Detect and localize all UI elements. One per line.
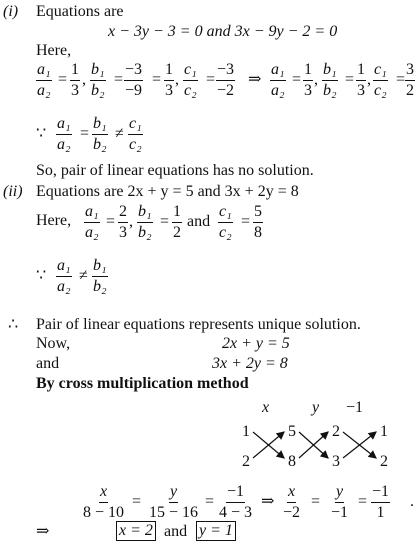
header-x: x: [262, 399, 270, 416]
fraction: $\frac{-1}{1}$: [372, 483, 390, 521]
cell: 2: [332, 423, 340, 440]
cell: 5: [288, 423, 296, 440]
method-heading: By cross multiplication method: [36, 375, 249, 392]
part2-here: Here,: [36, 212, 72, 229]
implies-symbol: ⇒: [248, 71, 262, 88]
and-label: and: [36, 355, 60, 372]
cell: 3: [332, 453, 340, 470]
fraction: $\frac{\text{c₁}}{\text{c₂}}$: [129, 115, 142, 153]
cell: 1: [242, 423, 250, 440]
implies-symbol: ⇒: [261, 493, 275, 510]
now-label: Now,: [36, 335, 71, 352]
part-marker-i: (i): [3, 3, 19, 20]
fraction: $\frac{5}{8}$: [254, 203, 262, 241]
system-eq-2: 3x + 2y = 8: [212, 355, 288, 372]
answer-and: and: [164, 523, 188, 540]
fraction: $\frac{1}{3}$: [357, 61, 365, 99]
header-const: −1: [346, 399, 364, 416]
cell: 2: [380, 453, 388, 470]
neq-symbol: ≠: [115, 125, 124, 142]
fraction: $\frac{1}{3}$: [165, 61, 173, 99]
fraction: $\frac{\text{a₁}}{\text{a₂}}$: [85, 203, 99, 241]
fraction: $\frac{-1}{4 - 3}$: [219, 483, 253, 521]
fraction: $\frac{\text{b₁}}{\text{b₂}}$: [93, 115, 107, 153]
fraction: $\frac{\text{b₁}}{\text{b₂}}$: [91, 61, 105, 99]
fraction: $\frac{\text{c₁}}{\text{c₂}}$: [184, 61, 197, 99]
fraction: $\frac{\text{b₁}}{\text{b₂}}$: [323, 61, 337, 99]
fraction: $\frac{x}{8 - 10}$: [83, 483, 125, 521]
fraction: $\frac{1}{3}$: [304, 61, 312, 99]
answer-x: x = 2: [116, 521, 156, 541]
fraction: $\frac{3}{2}$: [406, 61, 414, 99]
fraction: $\frac{y}{15 - 16}$: [149, 483, 199, 521]
header-y: y: [312, 399, 320, 416]
cell: 2: [242, 453, 250, 470]
fraction: $\frac{\text{a₁}}{\text{a₂}}$: [37, 61, 51, 99]
neq-symbol: ≠: [79, 267, 88, 284]
fraction: $\frac{\text{a₁}}{\text{a₂}}$: [271, 61, 285, 99]
part1-conclusion: So, pair of linear equations has no solution.: [36, 162, 314, 179]
part-marker-ii: (ii): [3, 183, 23, 200]
fraction: $\frac{\text{c₁}}{\text{c₂}}$: [219, 203, 232, 241]
part1-intro: Equations are: [36, 3, 124, 20]
fraction: $\frac{1}{2}$: [173, 203, 181, 241]
fraction: $\frac{\text{c₁}}{\text{c₂}}$: [374, 61, 387, 99]
fraction: $\frac{-3}{-9}$: [125, 61, 143, 99]
fraction: $\frac{x}{-2}$: [283, 483, 301, 521]
part2-conclusion: Pair of linear equations represents unique solution.: [36, 316, 361, 333]
part1-equations: x − 3y − 3 = 0 and 3x − 9y − 2 = 0: [108, 23, 338, 40]
answer-y: y = 1: [196, 521, 236, 541]
because-symbol: ∵: [36, 125, 47, 142]
fraction: $\frac{y}{-1}$: [331, 483, 349, 521]
fraction: $\frac{-3}{-2}$: [217, 61, 235, 99]
fraction: $\frac{\text{a₁}}{\text{a₂}}$: [57, 257, 71, 295]
cell: 1: [380, 423, 388, 440]
system-eq-1: 2x + y = 5: [222, 335, 290, 352]
therefore-symbol: ∴: [8, 316, 19, 333]
fraction: $\frac{\text{a₁}}{\text{a₂}}$: [57, 115, 71, 153]
fraction: $\frac{2}{3}$: [119, 203, 127, 241]
implies-symbol: ⇒: [36, 523, 50, 540]
because-symbol: ∵: [36, 267, 47, 284]
fraction: $\frac{1}{3}$: [71, 61, 79, 99]
part2-intro: Equations are 2x + y = 5 and 3x + 2y = 8: [36, 183, 299, 200]
cell: 8: [288, 453, 296, 470]
fraction: $\frac{\text{b₁}}{\text{b₂}}$: [138, 203, 152, 241]
fraction: $\frac{\text{b₁}}{\text{b₂}}$: [93, 257, 107, 295]
part1-here: Here,: [36, 42, 72, 59]
